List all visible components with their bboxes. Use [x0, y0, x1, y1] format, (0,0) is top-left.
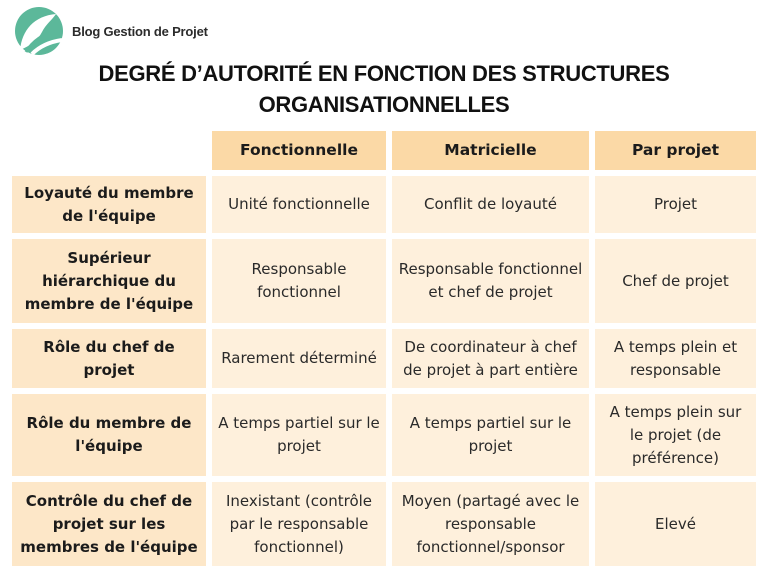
- row-header-controle: Contrôle du chef de projet sur les membres de l'équipe: [12, 482, 206, 566]
- row-header-role-chef: Rôle du chef de projet: [12, 329, 206, 388]
- brand: [12, 6, 208, 56]
- table-cell: Projet: [595, 176, 756, 233]
- page-title: [0, 58, 768, 120]
- table-cell: Elevé: [595, 482, 756, 566]
- table-cell: Moyen (partagé avec le responsable fonctionnel/sponsor: [392, 482, 589, 566]
- table-cell: Inexistant (contrôle par le responsable fonctionnel): [212, 482, 386, 566]
- table-cell: Unité fonctionnelle: [212, 176, 386, 233]
- table-cell: Responsable fonctionnel et chef de projet: [392, 239, 589, 323]
- table-cell: Chef de projet: [595, 239, 756, 323]
- brand-name: Blog Gestion de Projet: [72, 23, 208, 39]
- table-cell: A temps plein et responsable: [595, 329, 756, 388]
- table-cell: Conflit de loyauté: [392, 176, 589, 233]
- row-header-loyaute: Loyauté du membre de l'équipe: [12, 176, 206, 233]
- table-cell: Rarement déterminé: [212, 329, 386, 388]
- table-cell: A temps partiel sur le projet: [392, 394, 589, 476]
- table-cell: A temps plein sur le projet (de préférence): [595, 394, 756, 476]
- table-cell: De coordinateur à chef de projet à part entière: [392, 329, 589, 388]
- column-header-matricielle: Matricielle: [392, 131, 589, 170]
- column-header-par-projet: Par projet: [595, 131, 756, 170]
- column-header-fonctionnelle: Fonctionnelle: [212, 131, 386, 170]
- row-header-role-membre: Rôle du membre de l'équipe: [12, 394, 206, 476]
- table-cell: Responsable fonctionnel: [212, 239, 386, 323]
- title-line-2: ORGANISATIONNELLES: [258, 92, 510, 117]
- title-line-1: DEGRÉ D’AUTORITÉ EN FONCTION DES STRUCTURES: [98, 61, 670, 86]
- table-cell: A temps partiel sur le projet: [212, 394, 386, 476]
- leaf-logo-icon: [12, 6, 66, 56]
- row-header-superieur: Supérieur hiérarchique du membre de l'équipe: [12, 239, 206, 323]
